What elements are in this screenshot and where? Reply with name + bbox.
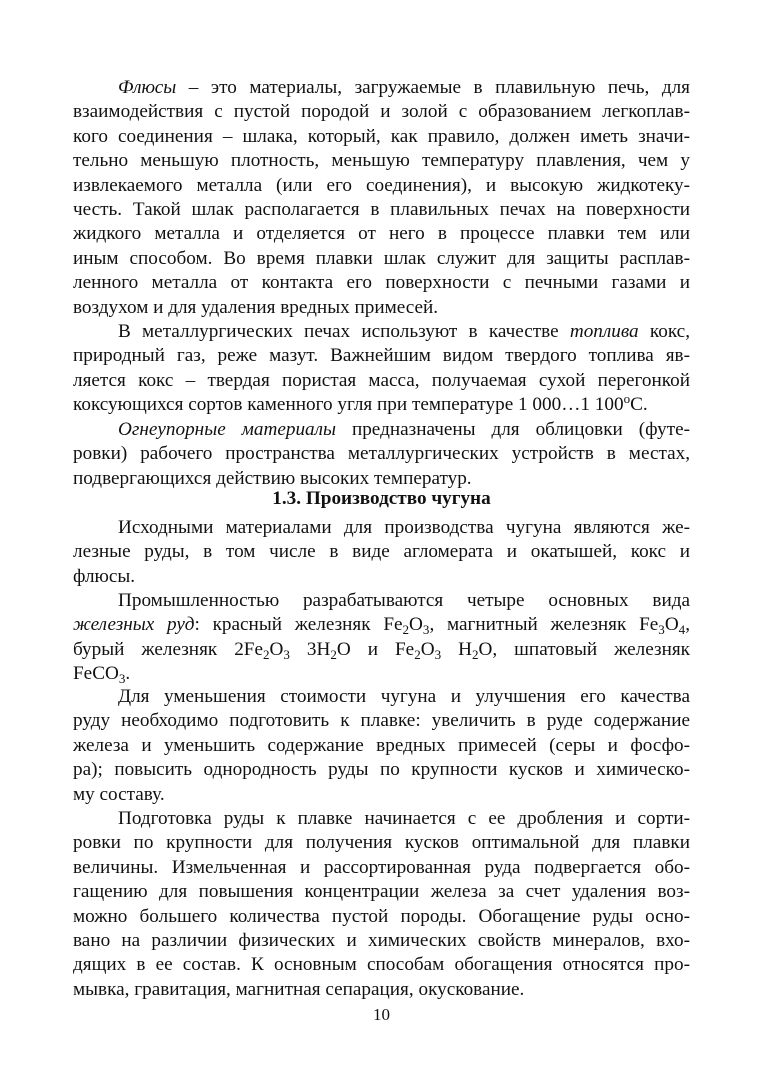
text-line: кого соединения – шлака, который, как правило, должен иметь значи- bbox=[73, 125, 690, 147]
text-line: вано на различии физических и химических свойств минералов, вхо- bbox=[73, 929, 690, 951]
text-line: железных руд: красный железняк $Fe_2O_3$, магнитный железняк $Fe_3O_4$, bbox=[73, 614, 690, 638]
text-line: руду необходимо подготовить к плавке: увеличить в руде содержание bbox=[73, 710, 690, 732]
paragraph-ores bbox=[73, 589, 690, 687]
text-line: дящих в ее состав. К основным способам обогащения относятся про- bbox=[73, 954, 690, 976]
term-iron-ores: железных руд bbox=[73, 614, 195, 636]
term-refractory: Огнеупорные материалы bbox=[118, 419, 336, 440]
paragraph-fluxes bbox=[73, 76, 690, 320]
paragraph-ore-preparation bbox=[73, 685, 690, 807]
paragraph-beneficiation bbox=[73, 807, 690, 1002]
text-line: тельно меньшую плотность, меньшую температуру плавления, чем у bbox=[73, 150, 690, 172]
text-line: подвергающихся действию высоких температур. bbox=[73, 467, 472, 489]
text-line: бурый железняк $2Fe_2O_3$ $3H_2O$ и $Fe_2O_3$ $H_2O$, шпатовый железняк bbox=[73, 638, 691, 662]
text-line: честь. Такой шлак располагается в плавильных печах на поверхности bbox=[73, 198, 690, 220]
text-line: иным способом. Во время плавки шлак служит для защиты расплав- bbox=[73, 247, 690, 269]
text-line: Флюсы – это материалы, загружаемые в плавильную печь, для bbox=[118, 77, 690, 98]
paragraph-fuel bbox=[73, 320, 690, 418]
text-line: Огнеупорные материалы предназначены для облицовки (футе- bbox=[118, 419, 690, 440]
text-line: извлекаемого металла (или его соединения), и высокую жидкотеку- bbox=[73, 174, 690, 196]
term-fluxes: Флюсы bbox=[118, 77, 177, 98]
text-line: коксующихся сортов каменного угля при температуре 1 000…1 100$^o$С. bbox=[73, 391, 648, 416]
text-line: FeCO$_3$. bbox=[73, 663, 131, 687]
text-line: ляется кокс – твердая пористая масса, получаемая сухой перегонкой bbox=[73, 369, 690, 391]
section-heading: 1.3. Производство чугуна bbox=[272, 488, 491, 509]
text-line: мывка, гравитация, магнитная сепарация, окускование. bbox=[73, 978, 525, 1000]
text-line: железа и уменьшить содержание вредных примесей (серы и фосфо- bbox=[73, 734, 690, 756]
text-line: взаимодействия с пустой породой и золой с образованием легкоплав- bbox=[73, 101, 690, 123]
text-line: гащению для повышения концентрации железа за счет удаления воз- bbox=[73, 881, 690, 903]
text-line: величины. Измельченная и рассортированная руда подвергается обо- bbox=[73, 856, 690, 878]
text-line: ра); повысить однородность руды по крупности кусков и химическо- bbox=[73, 759, 690, 781]
text-line: Для уменьшения стоимости чугуна и улучшения его качества bbox=[118, 686, 690, 707]
text-line: жидкого металла и отделяется от него в процессе плавки тем или bbox=[73, 223, 690, 245]
text-line: Промышленностью разрабатываются четыре основных вида bbox=[118, 590, 690, 611]
page-number: 10 bbox=[373, 1005, 390, 1024]
paragraph-refractory bbox=[73, 418, 690, 491]
text-line: ровки по крупности для получения кусков оптимальной для плавки bbox=[73, 832, 690, 854]
text-line: ленного металла от контакта его поверхности с печными газами и bbox=[73, 272, 690, 294]
text-line: Подготовка руды к плавке начинается с ее дробления и сорти- bbox=[118, 808, 690, 829]
text-line: воздухом и для удаления вредных примесей. bbox=[73, 296, 439, 318]
text-line: му составу. bbox=[73, 783, 165, 805]
term-fuel: топлива bbox=[569, 321, 639, 342]
text-line: природный газ, реже мазут. Важнейшим видом твердого топлива яв- bbox=[73, 345, 690, 367]
text-line: Исходными материалами для производства чугуна являются же- bbox=[118, 517, 690, 538]
text-line: можно большего количества пустой породы. Обогащение руды осно- bbox=[73, 905, 690, 927]
text-line: В металлургических печах используют в качестве топлива кокс, bbox=[118, 321, 690, 342]
text-line: ровки) рабочего пространства металлургических устройств в местах, bbox=[73, 443, 690, 465]
text-line: флюсы. bbox=[73, 565, 136, 587]
paragraph-raw-materials bbox=[73, 516, 690, 589]
text-line: лезные руды, в том числе в виде агломерата и окатышей, кокс и bbox=[73, 541, 690, 563]
